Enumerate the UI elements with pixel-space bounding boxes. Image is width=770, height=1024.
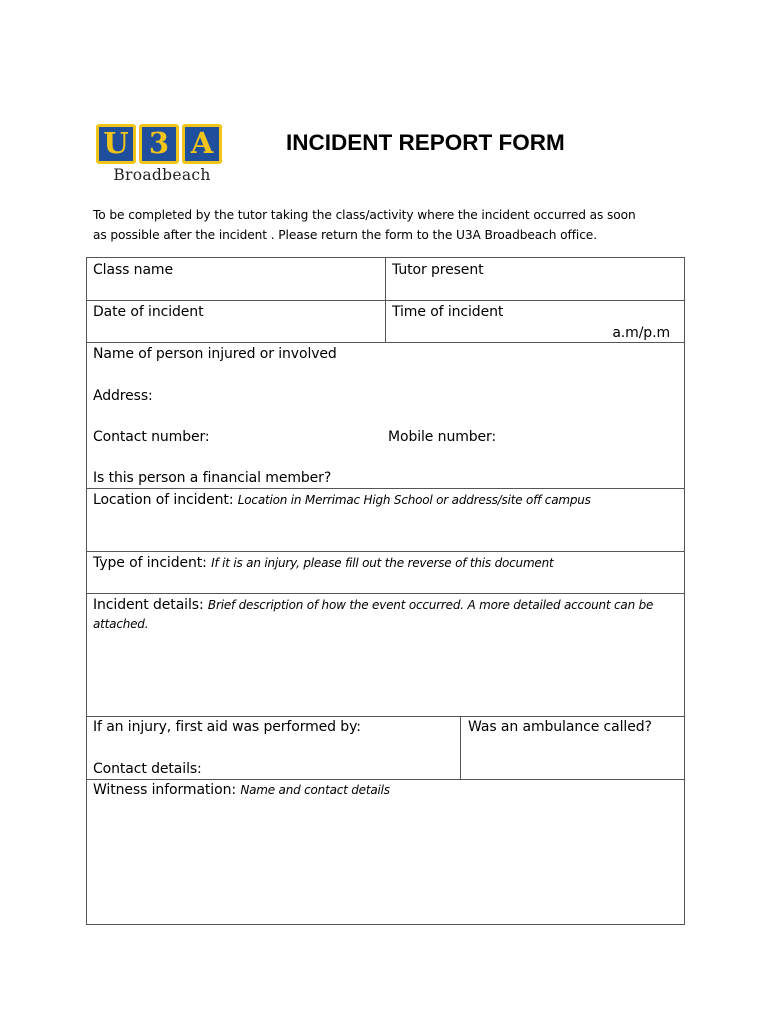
column-divider	[460, 716, 461, 779]
type-field[interactable]	[93, 555, 554, 571]
type-label: Type of incident:	[93, 555, 207, 571]
details-field[interactable]	[93, 596, 668, 634]
row-divider	[87, 342, 684, 343]
tutor-present-field[interactable]: Tutor present	[392, 262, 484, 278]
time-of-incident-field[interactable]: Time of incident	[392, 304, 504, 320]
u3a-logo	[96, 124, 228, 190]
incident-form	[86, 257, 685, 925]
logo-subtitle: Broadbeach	[113, 166, 211, 184]
class-name-field[interactable]: Class name	[93, 262, 173, 278]
intro-line-2: as possible after the incident . Please return the form to the U3A Broadbeach office.	[93, 228, 597, 242]
type-note: If it is an injury, please fill out the reverse of this document	[211, 556, 554, 570]
row-divider	[87, 488, 684, 489]
first-aid-field[interactable]: If an injury, first aid was performed by:	[93, 719, 361, 735]
witness-note: Name and contact details	[240, 783, 390, 797]
intro-line-1: To be completed by the tutor taking the class/activity where the incident occurred as soon	[93, 208, 636, 222]
intro-text	[93, 205, 693, 245]
address-field[interactable]: Address:	[93, 388, 153, 404]
location-field[interactable]	[93, 492, 591, 508]
ambulance-field[interactable]: Was an ambulance called?	[468, 719, 652, 735]
location-label: Location of incident:	[93, 492, 234, 508]
location-note: Location in Merrimac High School or address/site off campus	[237, 493, 591, 507]
details-note: Brief description of how the event occurred. A more detailed account can be attached.	[93, 598, 654, 631]
contact-details-field[interactable]: Contact details:	[93, 761, 202, 777]
row-divider	[87, 716, 684, 717]
row-divider	[87, 593, 684, 594]
witness-label: Witness information:	[93, 782, 236, 798]
page-title: INCIDENT REPORT FORM	[286, 130, 565, 155]
logo-letter-3: 3	[139, 124, 179, 164]
row-divider	[87, 551, 684, 552]
financial-member-field[interactable]: Is this person a financial member?	[93, 470, 332, 486]
row-divider	[87, 779, 684, 780]
details-label: Incident details:	[93, 597, 204, 613]
column-divider	[385, 258, 386, 342]
am-pm-label: a.m/p.m	[612, 325, 670, 341]
mobile-number-field[interactable]: Mobile number:	[388, 429, 497, 445]
witness-field[interactable]	[93, 782, 390, 798]
contact-number-field[interactable]: Contact number:	[93, 429, 210, 445]
person-name-field[interactable]: Name of person injured or involved	[93, 346, 337, 362]
logo-letter-u: U	[96, 124, 136, 164]
date-of-incident-field[interactable]: Date of incident	[93, 304, 204, 320]
logo-letter-a: A	[182, 124, 222, 164]
